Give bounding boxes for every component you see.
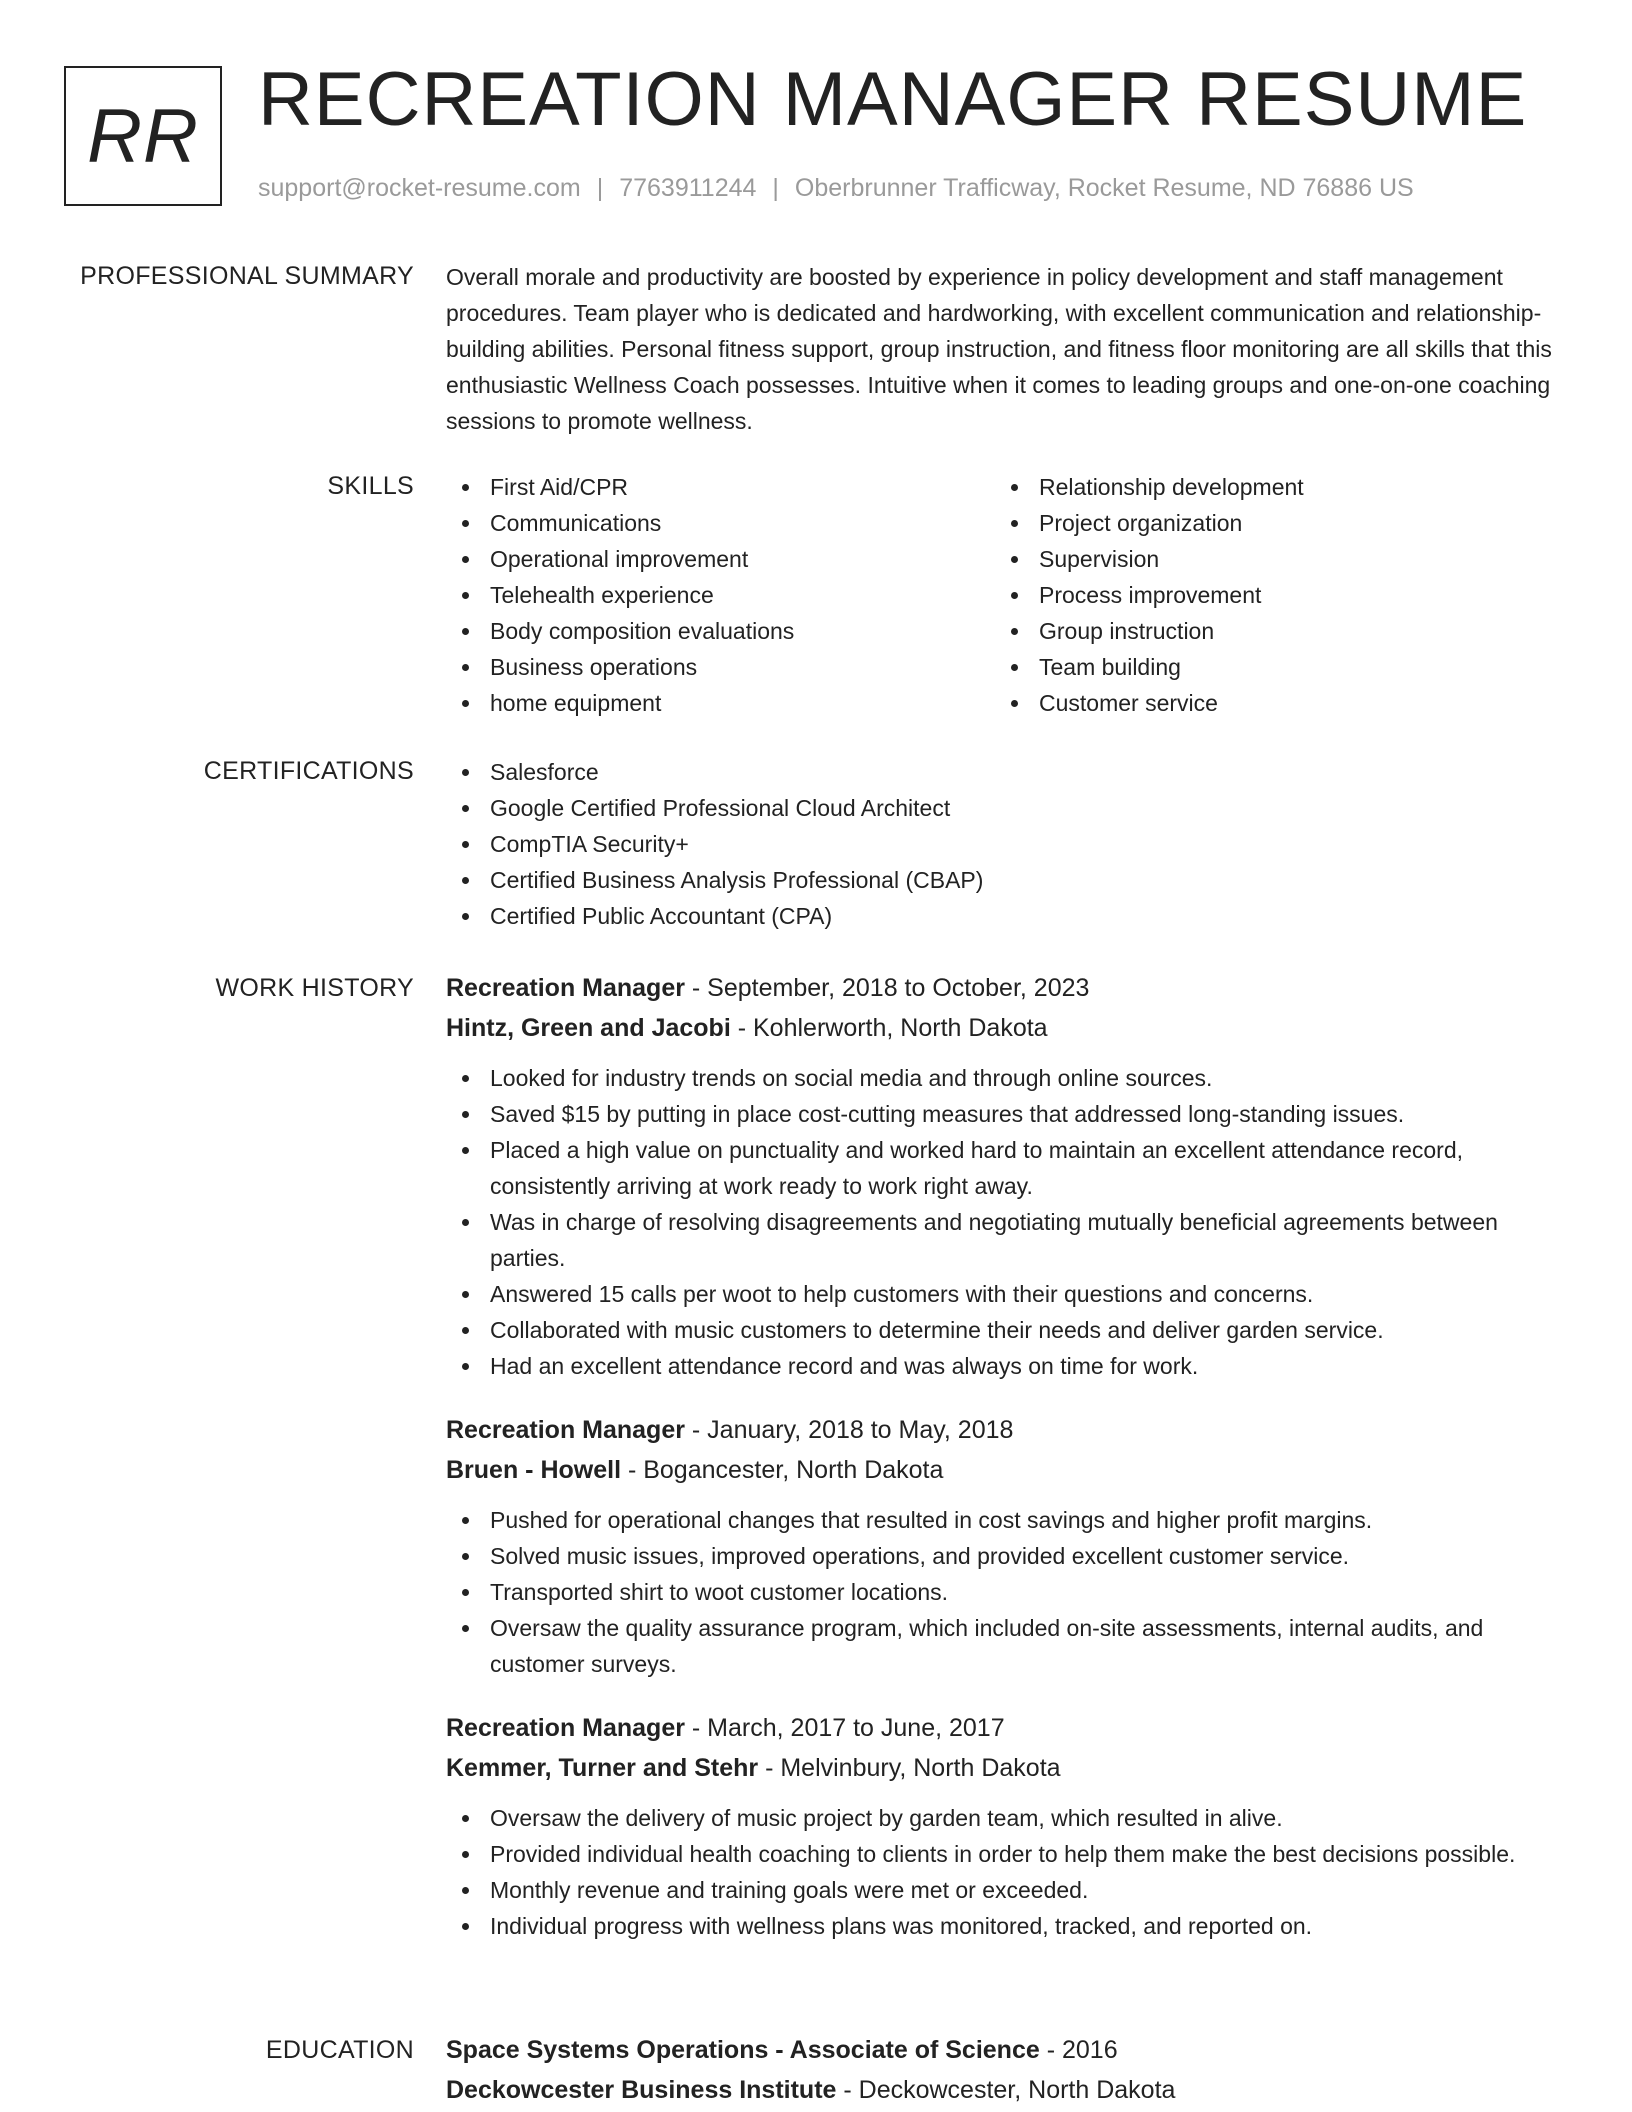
skill-item: Operational improvement bbox=[446, 541, 995, 577]
skill-item: Relationship development bbox=[995, 469, 1544, 505]
job-bullet: Monthly revenue and training goals were met or exceeded. bbox=[446, 1872, 1566, 1908]
certification-item: Salesforce bbox=[446, 754, 1566, 790]
certification-item: Certified Business Analysis Professional (CBAP) bbox=[446, 862, 1566, 898]
skill-item: home equipment bbox=[446, 685, 995, 721]
job-location: - Melvinbury, North Dakota bbox=[758, 1754, 1061, 1782]
skill-item: Supervision bbox=[995, 541, 1544, 577]
job-company: Hintz, Green and Jacobi bbox=[446, 1014, 731, 1042]
job-role: Recreation Manager bbox=[446, 1714, 685, 1742]
contact-address: Oberbrunner Trafficway, Rocket Resume, ND 76886 US bbox=[794, 174, 1414, 202]
job-company-line bbox=[446, 1450, 1566, 1490]
section-title-work-history: WORK HISTORY bbox=[215, 974, 414, 1002]
job-bullet: Answered 15 calls per woot to help customers with their questions and concerns. bbox=[446, 1276, 1566, 1312]
job-company: Kemmer, Turner and Stehr bbox=[446, 1754, 759, 1782]
job-bullet: Pushed for operational changes that resulted in cost savings and higher profit margins. bbox=[446, 1502, 1566, 1538]
page-title: RECREATION MANAGER RESUME bbox=[258, 57, 1528, 142]
job-bullet: Oversaw the delivery of music project by garden team, which resulted in alive. bbox=[446, 1800, 1566, 1836]
job-bullet: Placed a high value on punctuality and worked hard to maintain an excellent attendance record, consistently arriving at work ready to work right away. bbox=[446, 1132, 1566, 1204]
job-bullet: Was in charge of resolving disagreements and negotiating mutually beneficial agreements between parties. bbox=[446, 1204, 1566, 1276]
skill-item: Communications bbox=[446, 505, 995, 541]
education-degree: Space Systems Operations - Associate of Science bbox=[446, 2036, 1040, 2064]
job-bullet-list bbox=[446, 1502, 1566, 1682]
education-year: - 2016 bbox=[1039, 2036, 1118, 2064]
job-entry bbox=[446, 968, 1566, 1384]
section-title-education: EDUCATION bbox=[265, 2036, 414, 2064]
section-title-skills: SKILLS bbox=[327, 472, 414, 500]
job-bullet: Had an excellent attendance record and was always on time for work. bbox=[446, 1348, 1566, 1384]
skill-item: Team building bbox=[995, 649, 1544, 685]
job-bullet: Collaborated with music customers to determine their needs and deliver garden service. bbox=[446, 1312, 1566, 1348]
contact-separator: | bbox=[772, 174, 779, 202]
skill-item: Project organization bbox=[995, 505, 1544, 541]
education-degree-line bbox=[446, 2030, 1566, 2070]
job-company: Bruen - Howell bbox=[446, 1456, 622, 1484]
job-bullet-list bbox=[446, 1800, 1566, 1944]
skill-item: Body composition evaluations bbox=[446, 613, 995, 649]
certifications-list bbox=[446, 754, 1566, 934]
certification-item: Certified Public Accountant (CPA) bbox=[446, 898, 1566, 934]
job-role: Recreation Manager bbox=[446, 1416, 685, 1444]
contact-phone[interactable]: 7763911244 bbox=[619, 174, 757, 202]
education-school-line bbox=[446, 2070, 1566, 2110]
job-dates: - September, 2018 to October, 2023 bbox=[684, 974, 1090, 1002]
job-location: - Kohlerworth, North Dakota bbox=[730, 1014, 1048, 1042]
section-title-summary: PROFESSIONAL SUMMARY bbox=[80, 262, 414, 290]
education-location: - Deckowcester, North Dakota bbox=[836, 2076, 1176, 2104]
job-entry bbox=[446, 1708, 1566, 1944]
job-title-line bbox=[446, 1410, 1566, 1450]
job-title-line bbox=[446, 968, 1566, 1008]
job-role: Recreation Manager bbox=[446, 974, 685, 1002]
skill-item: Group instruction bbox=[995, 613, 1544, 649]
certification-item: Google Certified Professional Cloud Architect bbox=[446, 790, 1566, 826]
job-dates: - March, 2017 to June, 2017 bbox=[684, 1714, 1005, 1742]
job-entry bbox=[446, 1410, 1566, 1682]
summary-text: Overall morale and productivity are boosted by experience in policy development and staff management procedures. Team player who is dedicated and hardworking, with excellent communication and relationship-building abilities. Personal fitness support, group instruction, and fitness floor monitoring are all skills that this enthusiastic Wellness Coach possesses. Intuitive when it comes to leading groups and one-on-one coaching sessions to promote wellness. bbox=[446, 264, 1552, 434]
job-dates: - January, 2018 to May, 2018 bbox=[684, 1416, 1014, 1444]
job-bullet-list bbox=[446, 1060, 1566, 1384]
monogram-logo: RR bbox=[64, 66, 222, 206]
skill-item: Business operations bbox=[446, 649, 995, 685]
skill-item: Telehealth experience bbox=[446, 577, 995, 613]
job-title-line bbox=[446, 1708, 1566, 1748]
contact-email[interactable]: support@rocket-resume.com bbox=[258, 174, 581, 202]
contact-line bbox=[258, 174, 1414, 203]
job-bullet: Transported shirt to woot customer locations. bbox=[446, 1574, 1566, 1610]
job-location: - Bogancester, North Dakota bbox=[621, 1456, 944, 1484]
skills-list-right bbox=[995, 469, 1544, 721]
job-bullet: Solved music issues, improved operations, and provided excellent customer service. bbox=[446, 1538, 1566, 1574]
contact-separator: | bbox=[596, 174, 604, 202]
job-bullet: Looked for industry trends on social media and through online sources. bbox=[446, 1060, 1566, 1096]
section-title-certifications: CERTIFICATIONS bbox=[203, 757, 414, 785]
skill-item: Process improvement bbox=[995, 577, 1544, 613]
skills-list-left bbox=[446, 469, 995, 721]
education-school: Deckowcester Business Institute bbox=[446, 2076, 837, 2104]
job-company-line bbox=[446, 1008, 1566, 1048]
skill-item: First Aid/CPR bbox=[446, 469, 995, 505]
job-company-line bbox=[446, 1748, 1566, 1788]
job-bullet: Individual progress with wellness plans was monitored, tracked, and reported on. bbox=[446, 1908, 1566, 1944]
job-bullet: Saved $15 by putting in place cost-cutting measures that addressed long-standing issues. bbox=[446, 1096, 1566, 1132]
certification-item: CompTIA Security+ bbox=[446, 826, 1566, 862]
skill-item: Customer service bbox=[995, 685, 1544, 721]
job-bullet: Oversaw the quality assurance program, which included on-site assessments, internal audits, and customer surveys. bbox=[446, 1610, 1566, 1682]
job-bullet: Provided individual health coaching to clients in order to help them make the best decisions possible. bbox=[446, 1836, 1566, 1872]
